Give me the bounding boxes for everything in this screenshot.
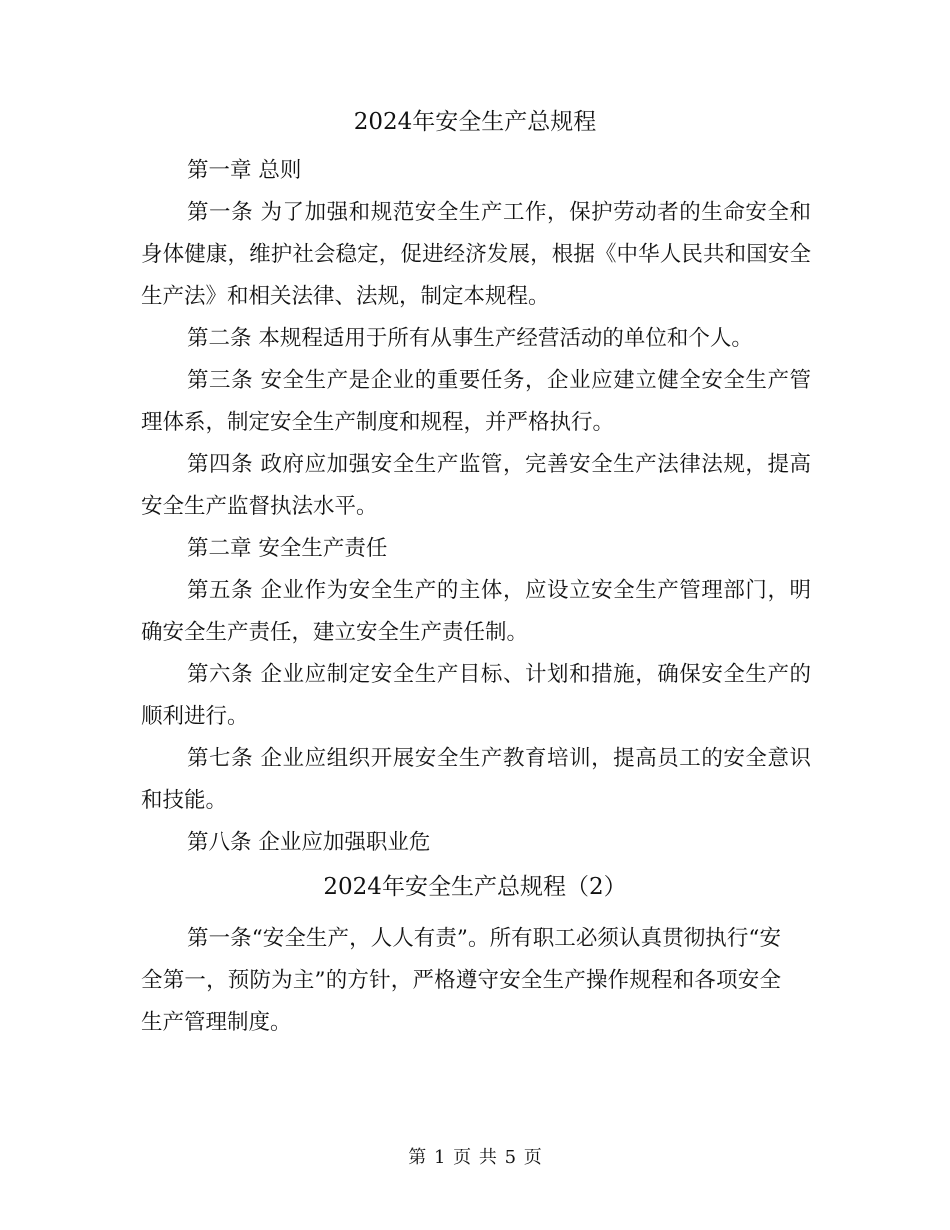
chapter-heading: 第二章 安全生产责任 [187, 536, 388, 561]
document-title: 2024年安全生产总规程 [353, 109, 597, 135]
article-paragraph: 第四条 政府应加强安全生产监管，完善安全生产法律法规，提高安全生产监督执法水平。 [141, 452, 811, 519]
section-subtitle: 2024年安全生产总规程（2） [323, 874, 627, 900]
article-paragraph: 第五条 企业作为安全生产的主体，应设立安全生产管理部门，明确安全生产责任，建立安全生产责任制。 [141, 578, 811, 645]
article-paragraph: 第六条 企业应制定安全生产目标、计划和措施，确保安全生产的顺利进行。 [141, 662, 811, 729]
article-paragraph: 第一条“安全生产，人人有责”。所有职工必须认真贯彻执行“安全第一，预防为主”的方针，严格遵守安全生产操作规程和各项安全生产管理制度。 [141, 926, 781, 1035]
article-paragraph: 第七条 企业应组织开展安全生产教育培训，提高员工的安全意识和技能。 [141, 746, 811, 813]
article-paragraph: 第二条 本规程适用于所有从事生产经营活动的单位和个人。 [187, 326, 753, 351]
article-paragraph: 第八条 企业应加强职业危 [187, 830, 431, 855]
article-paragraph: 第三条 安全生产是企业的重要任务，企业应建立健全安全生产管理体系，制定安全生产制度和规程，并严格执行。 [141, 368, 811, 435]
article-paragraph: 第一条 为了加强和规范安全生产工作，保护劳动者的生命安全和身体健康，维护社会稳定，促进经济发展，根据《中华人民共和国安全生产法》和相关法律、法规，制定本规程。 [141, 200, 811, 309]
page-footer: 第 1 页 共 5 页 [408, 1147, 542, 1168]
chapter-heading: 第一章 总则 [187, 158, 302, 183]
